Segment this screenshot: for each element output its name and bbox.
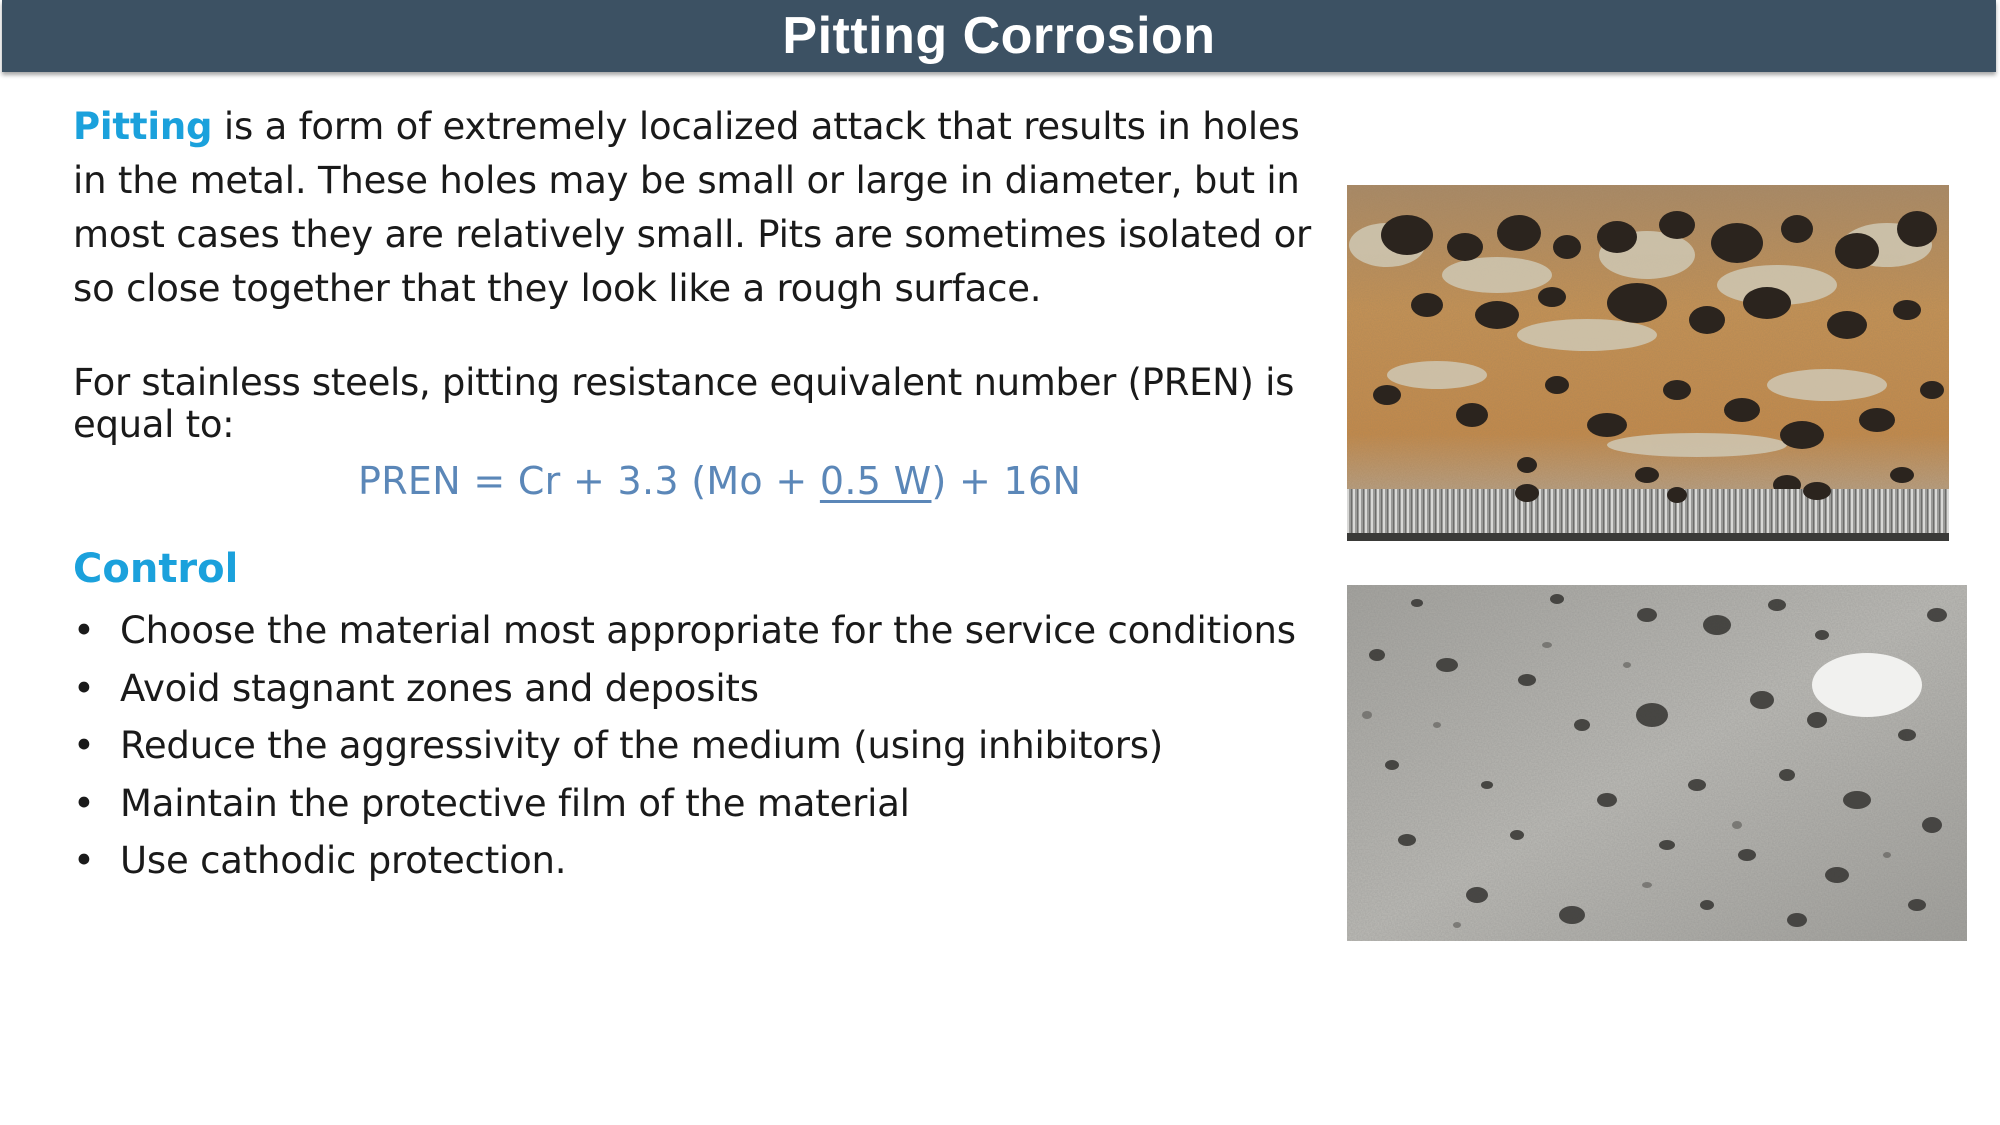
list-item-text: Choose the material most appropriate for the service conditions bbox=[120, 609, 1296, 652]
control-heading: Control bbox=[73, 546, 239, 592]
bullet-icon: • bbox=[73, 666, 95, 710]
bullet-icon: • bbox=[73, 724, 95, 767]
formula-end: ) + 16N bbox=[931, 459, 1082, 503]
list-item-text: Avoid stagnant zones and deposits bbox=[120, 666, 759, 710]
list-item bbox=[73, 717, 1323, 775]
list-item-text: Maintain the protective film of the material bbox=[120, 781, 910, 825]
list-item bbox=[73, 775, 1323, 833]
bullet-icon: • bbox=[73, 609, 95, 652]
slide-title: Pitting Corrosion bbox=[782, 7, 1216, 65]
pitted-steel-photo bbox=[1347, 185, 1949, 541]
bullet-icon: • bbox=[73, 839, 95, 882]
formula-underlined-term: 0.5 W bbox=[819, 459, 932, 503]
control-bullet-list bbox=[73, 602, 1323, 890]
intro-paragraph bbox=[73, 100, 1323, 316]
pitted-surface-photo bbox=[1347, 585, 1967, 941]
intro-text: is a form of extremely localized attack that results in holes in the metal. These holes may be small or large in diameter, but in most cases they are relatively small. Pits are sometimes isolated or so close together that they look like a rough surface. bbox=[73, 105, 1312, 310]
pitting-keyword: Pitting bbox=[73, 105, 213, 148]
pitted-steel-image bbox=[1347, 185, 1949, 541]
list-item bbox=[73, 660, 1323, 718]
title-bar bbox=[2, 0, 1996, 72]
text-column bbox=[73, 100, 1323, 890]
formula-start: PREN = Cr + 3.3 (Mo + bbox=[358, 459, 820, 503]
list-item-text: Use cathodic protection. bbox=[120, 839, 567, 882]
bullet-icon: • bbox=[73, 781, 95, 825]
pren-formula bbox=[358, 456, 1323, 506]
list-item bbox=[73, 832, 1323, 890]
list-item-text: Reduce the aggressivity of the medium (using inhibitors) bbox=[120, 724, 1164, 767]
pitted-surface-image bbox=[1347, 585, 1967, 941]
pren-intro-paragraph: For stainless steels, pitting resistance equivalent number (PREN) is equal to: bbox=[73, 361, 1295, 446]
list-item bbox=[73, 602, 1323, 660]
